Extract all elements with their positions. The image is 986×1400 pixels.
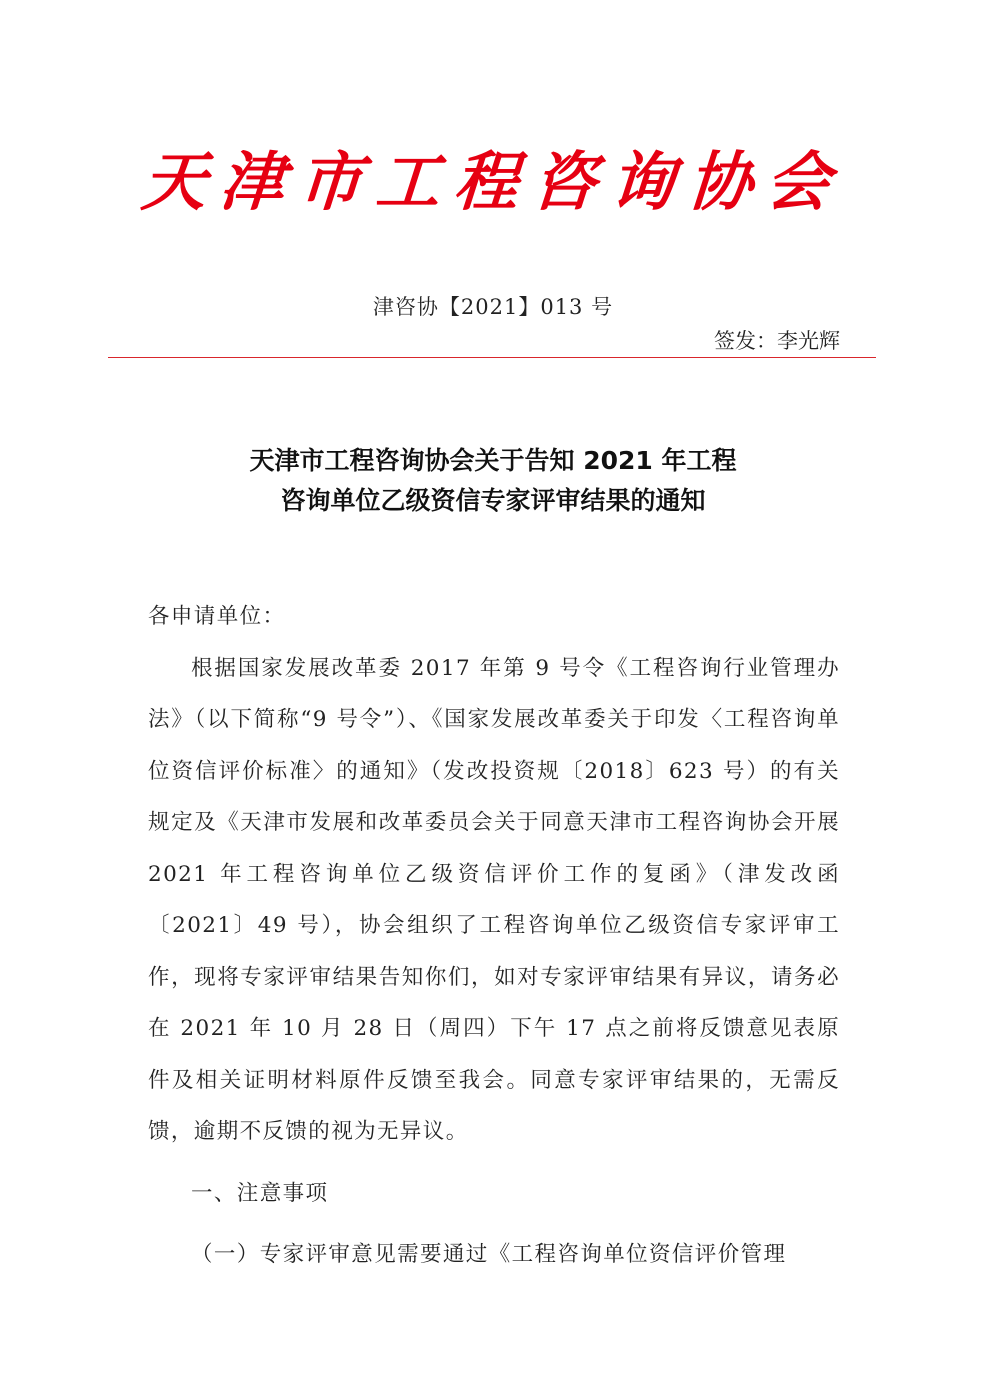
document-number: 津咨协【2021】013 号	[372, 295, 614, 319]
section-item-1: （一）专家评审意见需要通过《工程咨询单位资信评价管理	[191, 1242, 787, 1267]
section-heading-1: 一、注意事项	[191, 1180, 329, 1206]
red-divider-line	[108, 357, 876, 358]
body-paragraph-1: 根据国家发展改革委 2017 年第 9 号令《工程咨询行业管理办法》（以下简称“9 号令”）、《国家发展改革委关于印发〈工程咨询单位资信评价标准〉的通知》（发改投资规〔2018〕623 号）的有关规定及《天津市发展和改革委员会关于同意天津市工程咨询协会开展 2021 年工程咨询单位乙级资信评价工作的复函》（津发改函〔2021〕49 号），协会组织了工程咨询单位乙级资信专家评审工作，现将专家评审结果告知你们，如对专家评审结果有异议，请务必在 2021 年 10 月 28 日（周四）下午 17 点之前将反馈意见表原件及相关证明材料原件反馈至我会。同意专家评审结果的，无需反馈，逾期不反馈的视为无异议。	[148, 655, 840, 1144]
document-title-line-1: 天津市工程咨询协会关于告知 2021 年工程	[249, 446, 737, 475]
document-body	[148, 591, 840, 1281]
signer: 签发：李光辉	[714, 329, 840, 353]
document-title	[0, 441, 986, 521]
letterhead-org-name: 天津市工程咨询协会	[139, 146, 847, 220]
document-title-line-2: 咨询单位乙级资信专家评审结果的通知	[280, 486, 706, 515]
salutation: 各申请单位：	[148, 604, 286, 629]
